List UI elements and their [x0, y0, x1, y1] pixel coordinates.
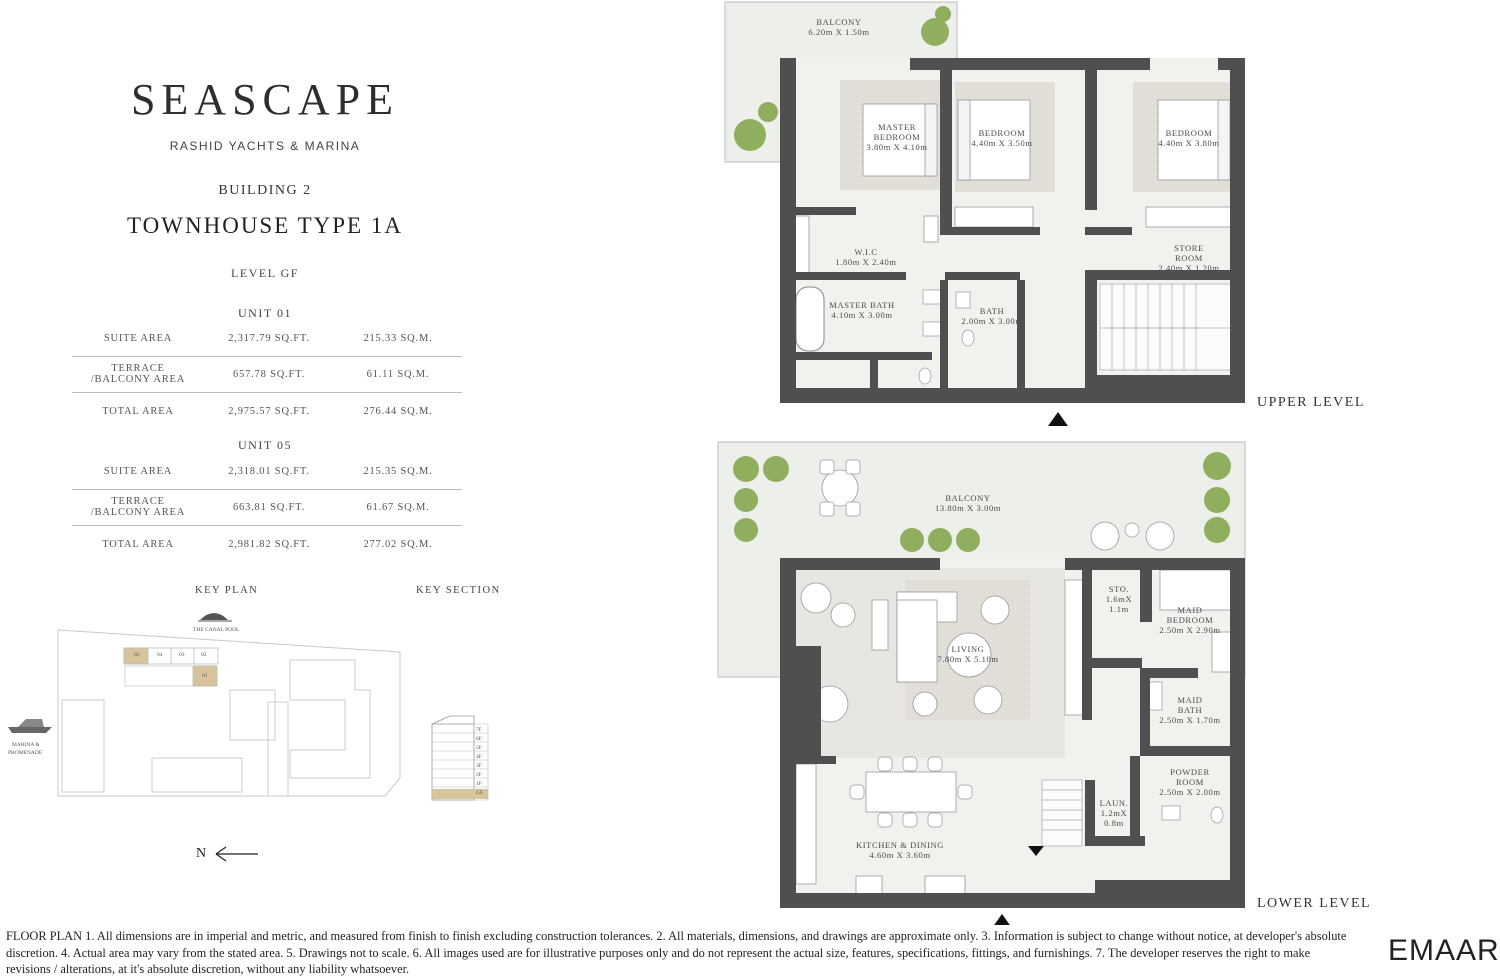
floor-tag: 4F	[476, 754, 482, 760]
toilet-icon	[962, 330, 974, 346]
unit-01-title: UNIT 01	[238, 306, 292, 320]
room-label-maid-bedroom: MAID BEDROOM 2.50m X 2.90m	[1159, 605, 1221, 635]
armchair-icon	[1146, 522, 1174, 550]
unit-05-area-table	[72, 455, 462, 563]
dining-table-icon	[866, 772, 956, 812]
lower-level-plan	[718, 442, 1245, 925]
area-sqm: 61.11 SQ.M.	[334, 356, 462, 392]
armchair-icon	[1091, 522, 1119, 550]
area-sqm: 277.02 SQ.M.	[363, 538, 433, 550]
area-label: TERRACE /BALCONY AREA	[72, 489, 204, 525]
kitchen-counter	[796, 764, 816, 884]
tree-icon	[1204, 517, 1230, 543]
room-label-master-bath: MASTER BATH 4.10m X 3.00m	[829, 300, 895, 320]
area-sqft: 663.81 SQ.FT.	[204, 489, 334, 525]
sink-icon	[923, 322, 941, 336]
key-plan-diagram	[0, 600, 520, 870]
area-sqm: 215.35 SQ.M.	[334, 455, 462, 489]
room-label-bedroom-2: BEDROOM 4.40m X 3.50m	[971, 128, 1033, 148]
tree-icon	[1203, 452, 1231, 480]
area-label: TERRACE /BALCONY AREA	[72, 356, 204, 392]
floor-tag: 5F	[476, 745, 482, 751]
bed-icon	[1160, 570, 1238, 610]
upper-level-label: UPPER LEVEL	[1257, 395, 1365, 410]
unit-tag: 03	[179, 652, 185, 658]
room-label-balcony-upper: BALCONY 6.20m X 1.50m	[808, 17, 870, 37]
brand-subtitle: RASHID YACHTS & MARINA	[169, 139, 361, 153]
floor-tag: 2F	[476, 772, 482, 778]
developer-logo: EMAAR	[1388, 934, 1500, 967]
bathtub-icon	[796, 287, 824, 351]
armchair-icon	[801, 583, 831, 613]
tree-icon	[900, 528, 924, 552]
tree-icon	[758, 102, 778, 122]
level-title: LEVEL GF	[231, 266, 299, 280]
tree-icon	[928, 528, 952, 552]
armchair-icon	[913, 692, 937, 716]
room-label-bedroom-3: BEDROOM 4.40m X 3.80m	[1158, 128, 1220, 148]
area-sqft: 2,317.79 SQ.FT.	[204, 322, 334, 356]
floor-plan-drawing	[700, 0, 1500, 925]
closet	[1146, 207, 1232, 227]
closet	[795, 216, 809, 278]
tree-icon	[763, 456, 789, 482]
area-label: TOTAL AREA	[102, 405, 174, 417]
area-sqft: 2,975.57 SQ.FT.	[228, 405, 310, 417]
console-icon	[872, 600, 888, 650]
armchair-icon	[974, 686, 1002, 714]
tree-icon	[734, 119, 766, 151]
outdoor-table-icon	[822, 470, 858, 506]
area-label: TOTAL AREA	[102, 538, 174, 550]
room-label-store-room: STORE ROOM 2.40m X 1.20m	[1158, 243, 1220, 273]
unit-01-area-table	[72, 322, 462, 430]
table-row	[72, 455, 462, 489]
room-label-balcony-lower: BALCONY 13.80m X 3.00m	[934, 493, 1002, 513]
room-label-living: LIVING 7.80m X 5.10m	[937, 644, 999, 664]
unit-tag: 05	[134, 652, 140, 658]
building-block	[268, 702, 288, 796]
promenade-label: PROMENADE	[8, 750, 43, 756]
area-label: SUITE AREA	[72, 322, 204, 356]
floor-tag: 6F	[476, 736, 482, 742]
north-label: N	[196, 846, 207, 861]
room-label-laundry: LAUN. 1.2mX 0.8m	[1099, 798, 1129, 828]
entrance-marker-icon	[1048, 412, 1068, 426]
canal-pool-label: THE CANAL POOL	[193, 627, 240, 633]
sink-icon	[1162, 806, 1180, 820]
table-row	[72, 356, 462, 392]
building-block	[62, 700, 104, 792]
building-block	[152, 758, 242, 792]
area-sqft: 657.78 SQ.FT.	[204, 356, 334, 392]
townhouse-type-title: TOWNHOUSE TYPE 1A	[127, 213, 403, 238]
room-label-powder-room: POWDER ROOM 2.50m X 2.00m	[1159, 767, 1221, 797]
table-row	[72, 525, 462, 563]
area-sqm: 276.44 SQ.M.	[363, 405, 433, 417]
area-sqft: 2,318.01 SQ.FT.	[204, 455, 334, 489]
unit-05-title: UNIT 05	[238, 438, 292, 452]
room-label-kitchen-dining: KITCHEN & DINING 4.60m X 3.60m	[856, 840, 944, 860]
building-block	[290, 660, 370, 778]
entrance-marker-icon	[992, 914, 1012, 925]
staircase	[1042, 780, 1082, 846]
marina-label: MARINA &	[12, 742, 40, 748]
toilet-icon	[919, 368, 931, 384]
floor-tag: GF	[476, 790, 484, 796]
brand-logo: SEASCAPE	[130, 75, 400, 124]
room-label-storage: STO. 1.6mX 1.1m	[1105, 584, 1133, 614]
armchair-icon	[831, 603, 855, 627]
yacht-icon	[8, 727, 52, 733]
tree-icon	[956, 528, 980, 552]
closet	[955, 207, 1033, 227]
tree-icon	[1204, 487, 1230, 513]
room-label-maid-bath: MAID BATH 2.50m X 1.70m	[1159, 695, 1221, 725]
key-section-title: KEY SECTION	[416, 585, 501, 596]
room-label-master-bedroom: MASTER BEDROOM 3.80m X 4.10m	[866, 122, 928, 152]
building-title: BUILDING 2	[218, 183, 312, 198]
floor-tag: 3F	[476, 763, 482, 769]
lower-level-label: LOWER LEVEL	[1257, 896, 1372, 911]
upper-level-plan	[725, 2, 1245, 426]
table-row	[72, 392, 462, 430]
sink-icon	[923, 290, 941, 304]
canal-pool-icon	[200, 613, 228, 620]
tree-icon	[733, 456, 759, 482]
area-label: SUITE AREA	[72, 455, 204, 489]
tree-icon	[734, 518, 758, 542]
closet	[924, 216, 938, 242]
area-sqft: 2,981.82 SQ.FT.	[228, 538, 310, 550]
site-outline	[58, 630, 400, 796]
toilet-icon	[1211, 807, 1223, 823]
floor-plan-disclaimer: FLOOR PLAN 1. All dimensions are in imperial and metric, and measured from finish to finish excluding construction tolerances. 2. All materials, dimensions, and drawings are approximate only. 3. Information is subject to change without notice, at developer's absolute discretion. 4. Actual area may vary from the stated area. 5. Drawings not to scale. 6. All images used are for illustrative purposes only and do not represent the actual size, features, specifications, fittings, and furnishings. 7. The developer reserves the right to make revisions / alterations, at it's absolute discretion, without any liability whatsoever.	[6, 929, 1347, 976]
unit-tag: 02	[201, 652, 207, 658]
tree-icon	[734, 488, 758, 512]
table-row	[72, 322, 462, 356]
tree-icon	[935, 6, 951, 22]
armchair-icon	[981, 596, 1009, 624]
floor-tag: 1F	[476, 781, 482, 787]
table-row	[72, 489, 462, 525]
room-label-wic: W.I.C 1.80m X 2.40m	[835, 247, 897, 267]
area-sqm: 61.67 SQ.M.	[334, 489, 462, 525]
unit-tag: 04	[157, 652, 163, 658]
key-plan-title: KEY PLAN	[195, 585, 259, 596]
room-label-bath: BATH 2.00m X 3.00m	[961, 306, 1023, 326]
staircase	[1100, 284, 1240, 370]
tree-icon	[921, 18, 949, 46]
area-sqm: 215.33 SQ.M.	[334, 322, 462, 356]
floor-tag: 7F	[476, 727, 482, 733]
unit-tag: 01	[202, 673, 208, 679]
